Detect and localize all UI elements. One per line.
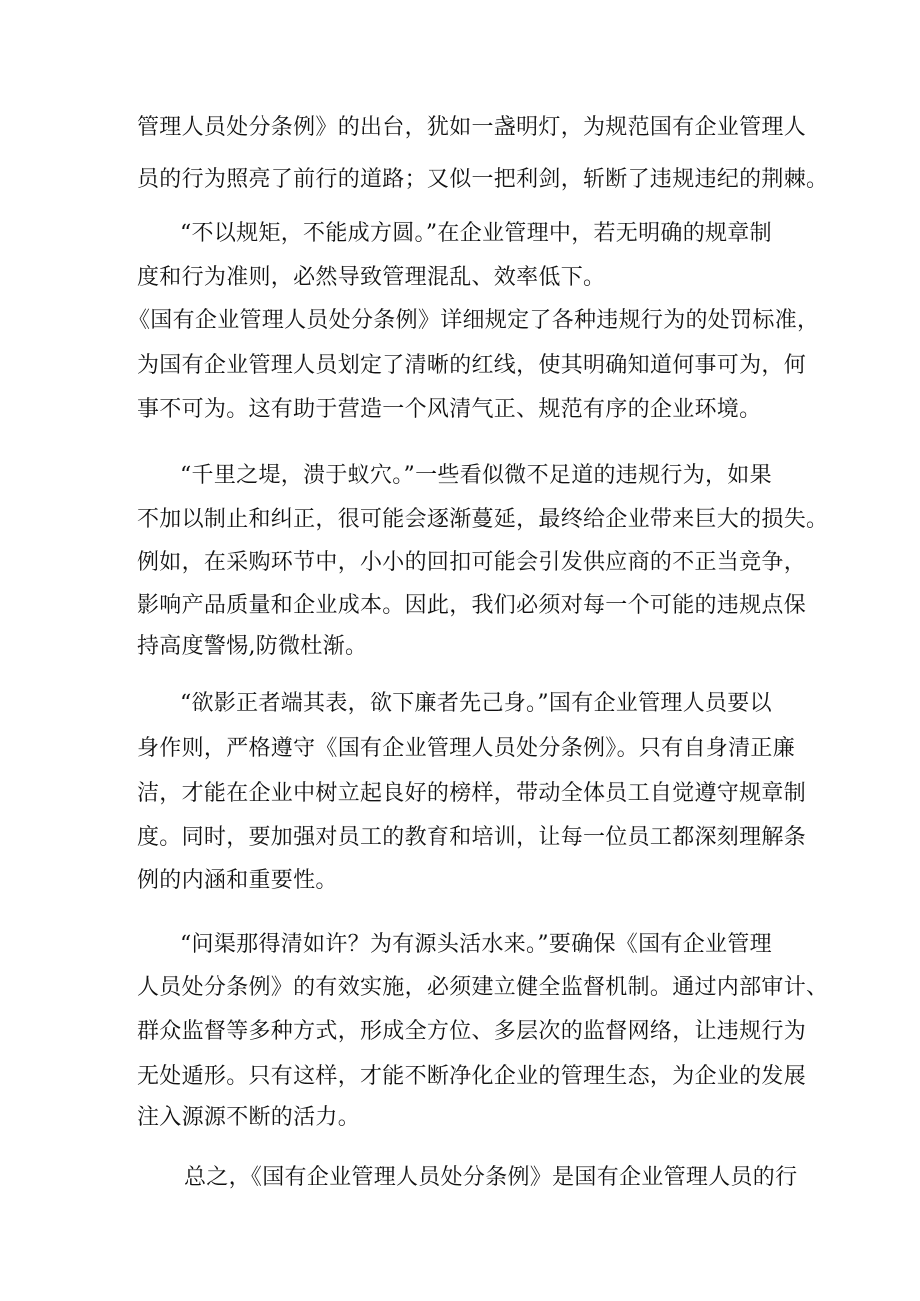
text-line: 事不可为。这有助于营造一个风清气正、规范有序的企业环境。 (137, 397, 762, 422)
text-line: 无处遁形。只有这样，才能不断净化企业的管理生态，为企业的发展 (137, 1064, 807, 1089)
paragraph-first-line: “欲影正者端其表，欲下廉者先己身。”国有企业管理人员要以 (180, 691, 772, 716)
paragraph-first-line: 总之，《国有企业管理人员处分条例》是国有企业管理人员的行 (184, 1165, 798, 1190)
text-line: 《国有企业管理人员处分条例》详细规定了各种违规行为的处罚标准， (128, 308, 820, 333)
text-line: 持高度警惕,防微杜渐。 (137, 634, 368, 659)
paragraph-first-line: “问渠那得清如许？为有源头活水来。”要确保《国有企业管理 (180, 932, 772, 957)
text-line: 例的内涵和重要性。 (137, 868, 338, 893)
text-line: 度。同时，要加强对员工的教育和培训，让每一位员工都深刻理解条 (137, 825, 807, 850)
text-line: 影响产品质量和企业成本。因此，我们必须对每一个可能的违规点保 (137, 593, 807, 618)
text-line: 例如，在采购环节中，小小的回扣可能会引发供应商的不正当竞争， (137, 550, 807, 575)
text-line: 管理人员处分条例》的出台，犹如一盏明灯，为规范国有企业管理人 (137, 115, 807, 140)
text-line: 身作则，严格遵守《国有企业管理人员处分条例》。只有自身清正廉 (137, 736, 796, 761)
text-line: 员的行为照亮了前行的道路；又似一把利剑，斩断了违规违纪的荆棘。 (137, 167, 829, 192)
text-line: 为国有企业管理人员划定了清晰的红线，使其明确知道何事可为，何 (137, 353, 807, 378)
paragraph-first-line: “千里之堤，溃于蚁穴。”一些看似微不足道的违规行为，如果 (180, 463, 772, 488)
text-line: 度和行为准则，必然导致管理混乱、效率低下。 (137, 265, 606, 290)
text-line: 人员处分条例》的有效实施，必须建立健全监督机制。通过内部审计、 (137, 975, 829, 1000)
text-line: 注入源源不断的活力。 (137, 1105, 361, 1130)
text-line: 群众监督等多种方式，形成全方位、多层次的监督网络，让违规行为 (137, 1019, 807, 1044)
text-line: 不加以制止和纠正，很可能会逐渐蔓延，最终给企业带来巨大的损失。 (137, 507, 829, 532)
paragraph-first-line: “不以规矩，不能成方圆。”在企业管理中，若无明确的规章制 (180, 221, 772, 246)
text-line: 洁，才能在企业中树立起良好的榜样，带动全体员工自觉遵守规章制 (137, 781, 807, 806)
